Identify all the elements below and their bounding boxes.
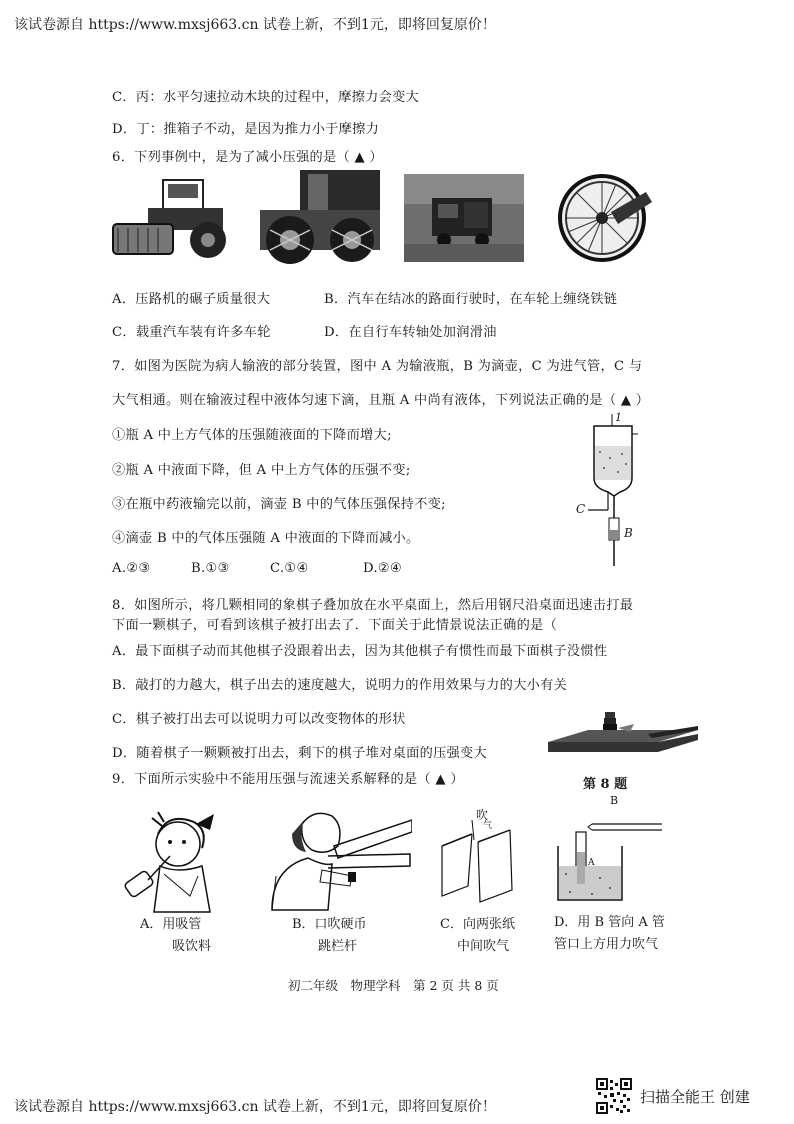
q7-stem-line1: 7．如图为医院为病人输液的部分装置，图中 A 为输液瓶，B 为滴壶，C 为进气管，C 与 — [112, 359, 643, 374]
bicycle-wheel-photo — [556, 172, 652, 262]
fig-c-label-air: 气 — [483, 821, 493, 831]
q6-option-d: D．在自行车转轴处加润滑油 — [324, 325, 497, 340]
truck-photo — [404, 174, 524, 262]
fig-c-label-blow: 吹 — [476, 808, 489, 822]
q9-caption-c-line1: C．向两张纸 — [440, 917, 515, 932]
q8-stem-line2: 下面一颗棋子，可看到该棋子被打出去了．下面关于此情景说法正确的是（ — [112, 618, 558, 633]
q9-caption-a-line2: 吸饮料 — [172, 939, 212, 954]
girl-drinking-straw-figure — [118, 804, 223, 914]
q6-option-c: C．载重汽车装有许多车轮 — [112, 325, 271, 340]
q5-option-c: C．丙：水平匀速拉动木块的过程中，摩擦力会变大 — [112, 90, 420, 105]
q8-option-d: D．随着棋子一颗颗被打出去，剩下的棋子堆对桌面的压强变大 — [112, 746, 488, 761]
q7-statement-1: ①瓶 A 中上方气体的压强随液面的下降而增大; — [112, 428, 392, 443]
q7-option-c: C.①④ — [270, 561, 309, 576]
iv-label-1: 1 — [615, 411, 622, 424]
iv-drip-diagram — [570, 410, 650, 570]
iv-label-b: B — [624, 526, 633, 540]
road-roller-photo — [108, 172, 238, 262]
q7-statement-2: ②瓶 A 中液面下降，但 A 中上方气体的压强不变; — [112, 463, 411, 478]
q5-option-d: D．丁：推箱子不动，是因为推力小于摩擦力 — [112, 122, 380, 137]
beaker-tubes-figure — [552, 808, 672, 903]
q7-statement-4: ④滴壶 B 中的气体压强随 A 中液面的下降而减小。 — [112, 531, 420, 546]
q8-stem-line1: 8．如图所示，将几颗相同的象棋子叠加放在水平桌面上，然后用钢尺沿桌面迅速击打最 — [112, 598, 634, 613]
q8-figure-caption: 第 8 题 — [583, 777, 628, 792]
q8-option-a: A．最下面棋子动而其他棋子没跟着出去，因为其他棋子有惯性而最下面棋子没惯性 — [112, 644, 608, 659]
q9-caption-c-line2: 中间吹气 — [457, 939, 510, 954]
fig-d-label-a: A — [588, 858, 595, 868]
q9-stem: 9．下面所示实验中不能用压强与流速关系解释的是（ ▲ ） — [112, 772, 464, 787]
q9-caption-b-line1: B．口吹硬币 — [292, 917, 367, 932]
watermark-bottom: 该试卷源自 https://www.mxsj663.cn 试卷上新，不到1元，即将回复原价！ — [14, 1099, 496, 1115]
q7-option-d: D.②④ — [363, 561, 403, 576]
two-papers-figure — [428, 820, 528, 910]
q7-option-a: A.②③ — [112, 561, 151, 576]
fig-d-label-b: B — [610, 794, 619, 807]
q7-statement-3: ③在瓶中药液输完以前，滴壶 B 中的气体压强保持不变; — [112, 497, 446, 512]
q7-stem-line2: 大气相通。则在输液过程中液体匀速下滴，且瓶 A 中尚有液体，下列说法正确的是（ ▲ ） — [112, 393, 650, 408]
q8-option-b: B．敲打的力越大，棋子出去的速度越大，说明力的作用效果与力的大小有关 — [112, 678, 568, 693]
watermark-top: 该试卷源自 https://www.mxsj663.cn 试卷上新，不到1元，即将回复原价！ — [14, 17, 496, 33]
iv-label-c: C — [576, 502, 586, 516]
page-footer: 初二年级 物理学科 第 2 页 共 8 页 — [288, 978, 499, 993]
q9-caption-d-line1: D．用 B 管向 A 管 — [554, 915, 665, 930]
q9-caption-d-line2: 管口上方用力吹气 — [554, 937, 659, 952]
coin-blowing-figure — [262, 806, 412, 911]
scanner-label: 扫描全能王 创建 — [640, 1088, 750, 1106]
q7-option-b: B.①③ — [191, 561, 230, 576]
tire-chain-photo — [260, 170, 380, 270]
q8-option-c: C．棋子被打出去可以说明力可以改变物体的形状 — [112, 712, 406, 727]
qr-code-icon — [596, 1078, 632, 1114]
q6-option-b: B．汽车在结冰的路面行驶时，在车轮上缠绕铁链 — [324, 292, 618, 307]
chess-pieces-figure — [548, 712, 698, 764]
q9-caption-b-line2: 跳栏杆 — [318, 939, 358, 954]
q6-stem: 6．下列事例中，是为了减小压强的是（ ▲ ） — [112, 150, 383, 165]
q6-option-a: A．压路机的碾子质量很大 — [112, 292, 271, 307]
q9-caption-a-line1: A．用吸管 — [140, 917, 202, 932]
